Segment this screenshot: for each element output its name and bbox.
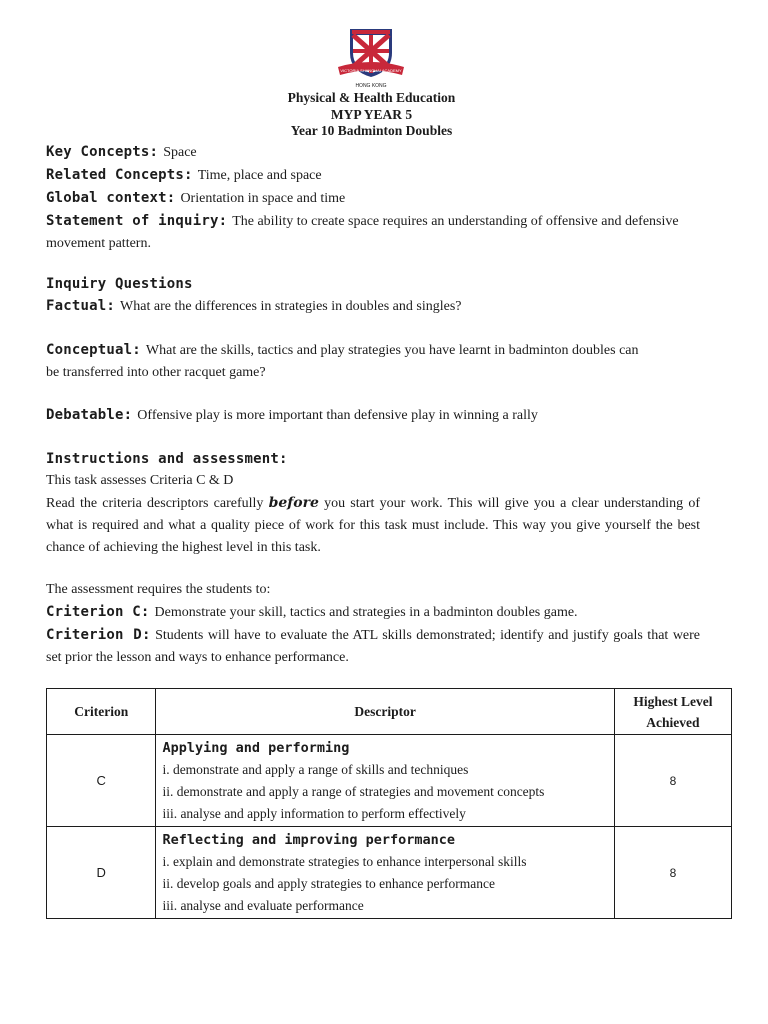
- concepts-section: [46, 141, 700, 255]
- year-title: MYP YEAR 5: [330, 106, 413, 122]
- global-context-label: Global context:: [46, 190, 176, 206]
- requires-text: The assessment requires the students to:: [46, 582, 271, 597]
- descriptor-item: ii. demonstrate and apply a range of strategies and movement concepts: [162, 784, 545, 799]
- descriptor-item: ii. develop goals and apply strategies to enhance performance: [162, 876, 495, 891]
- table-row: [47, 735, 732, 827]
- descriptor-item: iii. analyse and apply information to perform effectively: [162, 806, 466, 821]
- criterion-c-value: Demonstrate your skill, tactics and strategies in a badminton doubles game.: [154, 605, 578, 620]
- school-crest-logo: [336, 27, 406, 91]
- conceptual-label: Conceptual:: [46, 342, 141, 358]
- statement-of-inquiry-value: The ability to create space requires an understanding of offensive and defensive: [232, 214, 679, 229]
- descriptor-item: i. explain and demonstrate strategies to enhance interpersonal skills: [162, 854, 527, 869]
- statement-of-inquiry-continued: movement pattern.: [46, 236, 151, 251]
- descriptor-title: Applying and performing: [162, 740, 350, 756]
- read-criteria-pre: Read the criteria descriptors carefully: [46, 496, 264, 511]
- debatable-label: Debatable:: [46, 407, 133, 423]
- conceptual-value-continued: be transferred into other racquet game?: [46, 365, 266, 380]
- debatable-question: [46, 404, 700, 427]
- descriptor-item: i. demonstrate and apply a range of skills and techniques: [162, 762, 469, 777]
- criterion-cell: D: [47, 827, 156, 919]
- descriptor-item: iii. analyse and evaluate performance: [162, 898, 364, 913]
- debatable-value: Offensive play is more important than defensive play in winning a rally: [137, 408, 538, 423]
- instructions-heading: Instructions and assessment:: [46, 451, 288, 467]
- crest-band-text: VICTORIA SHANGHAI ACADEMY: [340, 68, 402, 73]
- unit-title: Year 10 Badminton Doubles: [290, 123, 453, 138]
- related-concepts-value: Time, place and space: [197, 168, 322, 183]
- criterion-column-header: Criterion: [47, 689, 156, 735]
- key-concepts-label: Key Concepts:: [46, 144, 159, 160]
- instructions-section: [46, 448, 700, 559]
- conceptual-question: [46, 339, 706, 384]
- crest-location-text: HONG KONG: [355, 83, 387, 89]
- subject-title: Physical & Health Education: [287, 90, 456, 105]
- factual-value: What are the differences in strategies in doubles and singles?: [120, 299, 462, 314]
- level-cell: 8: [614, 735, 731, 827]
- descriptor-title: Reflecting and improving performance: [162, 832, 456, 848]
- criterion-d-label: Criterion D:: [46, 627, 151, 643]
- highest-level-column-header: [614, 689, 731, 735]
- assessment-requirements: [46, 579, 700, 669]
- read-criteria-post: you start your work. This will give you a clear understanding of what is required and what a quality piece of work for this task must include. This way you give yourself the best chance of achieving the highest level in this task.: [46, 496, 701, 555]
- document-header: [0, 90, 743, 140]
- criterion-c-label: Criterion C:: [46, 604, 150, 620]
- assesses-text: This task assesses Criteria C & D: [46, 473, 234, 488]
- criterion-cell: C: [47, 735, 156, 827]
- read-criteria-emphasis: before: [268, 495, 319, 511]
- highest-level-header-line2: Achieved: [646, 714, 700, 730]
- criterion-d-value: Students will have to evaluate the ATL skills demonstrated; identify and justify goals that were set prior the lesson and ways to enhance performance.: [46, 628, 701, 665]
- read-criteria-paragraph: [46, 492, 700, 559]
- inquiry-questions-section: [46, 273, 700, 318]
- descriptor-column-header: Descriptor: [156, 689, 614, 735]
- table-header-row: [47, 689, 732, 735]
- related-concepts-label: Related Concepts:: [46, 167, 193, 183]
- level-cell: 8: [614, 827, 731, 919]
- descriptor-cell: [156, 827, 614, 919]
- table-row: [47, 827, 732, 919]
- inquiry-questions-heading: Inquiry Questions: [46, 276, 193, 292]
- statement-of-inquiry-label: Statement of inquiry:: [46, 213, 228, 229]
- factual-label: Factual:: [46, 298, 116, 314]
- conceptual-value: What are the skills, tactics and play strategies you have learnt in badminton doubles can: [145, 343, 639, 358]
- descriptor-cell: [156, 735, 614, 827]
- criteria-table: [46, 688, 732, 919]
- global-context-value: Orientation in space and time: [180, 191, 346, 206]
- highest-level-header-line1: Highest Level: [633, 693, 713, 709]
- key-concepts-value: Space: [163, 145, 197, 160]
